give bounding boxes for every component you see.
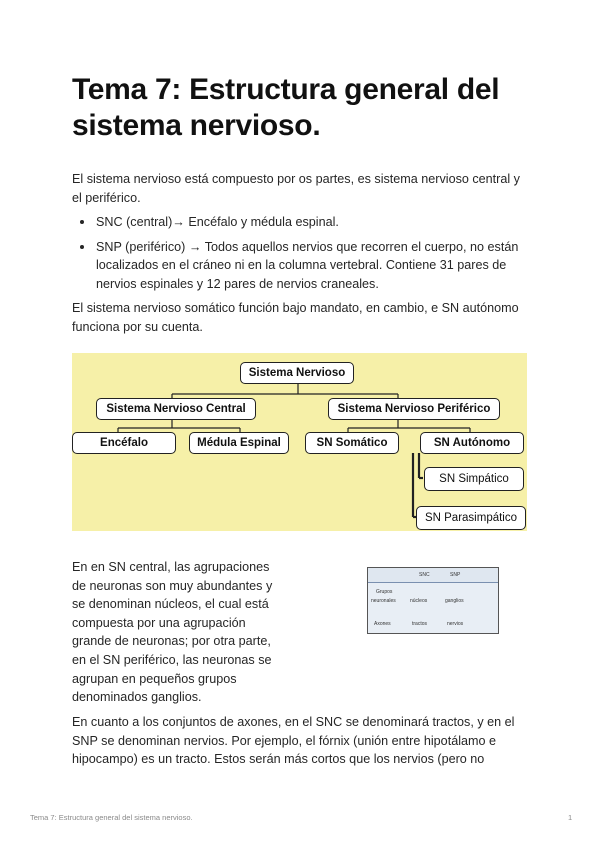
node-sistema-nervioso-periferico: Sistema Nervioso Periférico	[328, 398, 500, 420]
node-sn-autonomo: SN Autónomo	[420, 432, 524, 454]
node-encefalo: Encéfalo	[72, 432, 176, 454]
node-sistema-nervioso-central: Sistema Nervioso Central	[96, 398, 256, 420]
node-sn-simpatico: SN Simpático	[424, 467, 524, 491]
table-row-label: neuronales	[371, 598, 396, 604]
footer-title: Tema 7: Estructura general del sistema nervioso.	[30, 813, 193, 822]
table-header-row	[368, 568, 498, 583]
somatic-paragraph: El sistema nervioso somático función bajo mandato, en cambio, e SN autónomo funciona por su cuenta.	[72, 301, 519, 334]
node-sn-parasimpatico: SN Parasimpático	[416, 506, 526, 530]
comparison-table	[367, 567, 499, 634]
list-item	[72, 238, 532, 294]
ganglia-paragraph: En en SN central, las agrupaciones de neuronas son muy abundantes y se denominan núcleos, el cual está compuesta por una agrupación grande de neuronas; por otra parte, en el SN periférico, las neuronas se agrupan en pequeños grupos denominados ganglios.	[72, 560, 273, 705]
table-cell: tractos	[412, 621, 428, 627]
page-title: Tema 7: Estructura general del sistema nervioso.	[72, 73, 500, 142]
table-row-label: Grupos	[376, 589, 393, 595]
node-sn-somatico: SN Somático	[305, 432, 399, 454]
table-cell: núcleos	[410, 598, 428, 604]
bullet-dot	[80, 220, 84, 224]
nervous-system-diagram	[72, 353, 527, 531]
bullet-dot	[80, 245, 84, 249]
bullet-text-snp: SNP (periférico) → Todos aquellos nervios que recorren el cuerpo, no están localizados en el cráneo ni en la columna vertebral. Contiene 31 pares de nervios espinales y 12 pares de nervios craneales.	[96, 239, 519, 291]
list-item	[72, 213, 532, 232]
intro-paragraph: El sistema nervioso está compuesto por os partes, es sistema nervioso central y el periférico.	[72, 172, 520, 205]
node-medula-espinal: Médula Espinal	[189, 432, 289, 454]
table-header-snc: SNC	[419, 572, 430, 578]
node-sistema-nervioso: Sistema Nervioso	[240, 362, 354, 384]
table-header-snp: SNP	[450, 572, 461, 578]
table-cell: ganglios	[445, 598, 464, 604]
table-row-label: Axones	[374, 621, 391, 627]
bullet-list	[72, 213, 532, 299]
axons-paragraph: En cuanto a los conjuntos de axones, en el SNC se denominará tractos, y en el SNP se denominan nervios. Por ejemplo, el fórnix (unión entre hipotálamo e hipocampo) es un tracto. Estos serán más cortos que los nervios (pero no	[72, 715, 515, 767]
bullet-text-snc: SNC (central)→ Encéfalo y médula espinal.	[96, 215, 339, 229]
page-number: 1	[568, 813, 573, 822]
table-cell: nervios	[447, 621, 464, 627]
